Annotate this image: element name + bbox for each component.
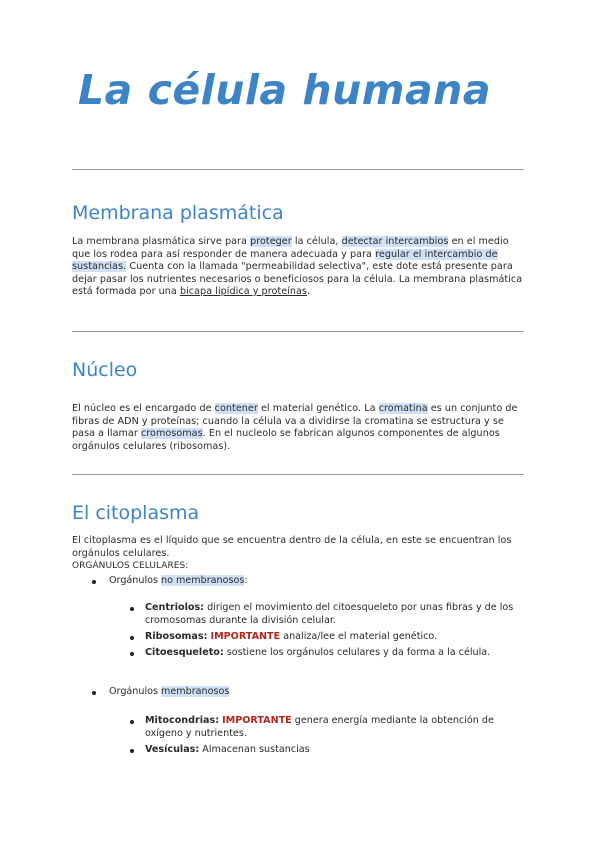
highlight-membranosos: membranosos — [161, 686, 230, 697]
text-run: Cuenta con la llamada "permeabilidad selectiva", este dote está presente para dejar pasar los nutrientes necesarios o beneficiosos para la célula. La membrana plasmática está formada por una — [72, 261, 523, 297]
text-run: Orgánulos — [109, 686, 162, 697]
item-text: sostiene los orgánulos celulares y da forma a la célula. — [223, 647, 491, 658]
item-text: dirigen el movimiento del citoesqueleto por unas fibras y de los cromosomas durante la división celular. — [145, 602, 514, 626]
page-title: La célula humana — [78, 66, 492, 114]
item-name: Centriolos: — [145, 602, 205, 613]
list-item-mitocondrias — [145, 715, 525, 740]
list-item-centriolos — [145, 602, 525, 627]
text-run: : — [244, 575, 248, 586]
list-item-membranosos — [109, 686, 229, 699]
section-heading-nucleo: Núcleo — [72, 359, 138, 381]
text-run: . En el nucleolo se fabrican algunos componentes de algunos orgánulos celulares (ribosomas). — [72, 428, 500, 452]
important-tag: IMPORTANTE — [222, 715, 292, 726]
text-run: La membrana plasmática sirve para — [72, 236, 251, 247]
bullet-dot — [130, 720, 134, 724]
text-run: . — [306, 286, 311, 297]
text-run: El núcleo es el encargado de — [72, 403, 215, 414]
text-run: el material genético. La — [257, 403, 379, 414]
important-tag: IMPORTANTE — [210, 631, 281, 642]
item-name: Vesículas: — [145, 744, 200, 755]
list-item-no-membranosos — [109, 575, 248, 588]
bullet-dot — [92, 691, 96, 695]
highlight-contener: contener — [214, 403, 258, 414]
item-name: Citoesqueleto: — [145, 647, 224, 658]
bullet-dot — [92, 580, 96, 584]
item-name: Mitocondrias: — [145, 715, 220, 726]
list-item-citoesqueleto — [145, 647, 535, 660]
list-item-ribosomas — [145, 631, 525, 644]
organulos-label: ORGÁNULOS CELULARES: — [72, 561, 189, 571]
highlight-regular: regular el intercambio de sustancias. — [72, 248, 498, 272]
highlight-proteger: proteger — [250, 236, 292, 247]
underline-bicapa: bicapa lipídica y proteínas — [179, 286, 307, 297]
citoplasma-paragraph: El citoplasma es el líquido que se encuentra dentro de la célula, en este se encuentran los orgánulos celulares. — [72, 535, 512, 559]
text-run: en el medio que los rodea para así responder de manera adecuada y para — [72, 236, 509, 260]
item-text: Almacenan sustancias — [199, 744, 310, 755]
highlight-no-membranosos: no membranosos — [161, 575, 245, 586]
text-run: es un conjunto de fibras de ADN y proteínas; cuando la célula va a dividirse la cromatina se estructura y se pasa a llamar — [72, 403, 518, 439]
bullet-dot — [130, 607, 134, 611]
membrana-paragraph — [72, 236, 524, 299]
nucleo-paragraph — [72, 403, 524, 453]
bullet-dot — [130, 636, 134, 640]
highlight-cromatina: cromatina — [378, 403, 428, 414]
list-item-vesiculas — [145, 744, 525, 757]
highlight-cromosomas: cromosomas — [140, 428, 203, 439]
bullet-dot — [130, 749, 134, 753]
divider — [72, 474, 524, 475]
item-name: Ribosomas: — [145, 631, 208, 642]
section-heading-membrana: Membrana plasmática — [72, 202, 284, 224]
item-text: genera energía mediante la obtención de oxígeno y nutrientes. — [145, 715, 494, 739]
highlight-detectar: detectar intercambios — [341, 236, 449, 247]
text-run: Orgánulos — [109, 575, 162, 586]
item-text: analiza/lee el material genético. — [280, 631, 438, 642]
section-heading-citoplasma: El citoplasma — [72, 502, 200, 524]
bullet-dot — [130, 652, 134, 656]
text-run: la célula, — [291, 236, 342, 247]
divider — [72, 331, 524, 332]
divider — [72, 169, 524, 170]
